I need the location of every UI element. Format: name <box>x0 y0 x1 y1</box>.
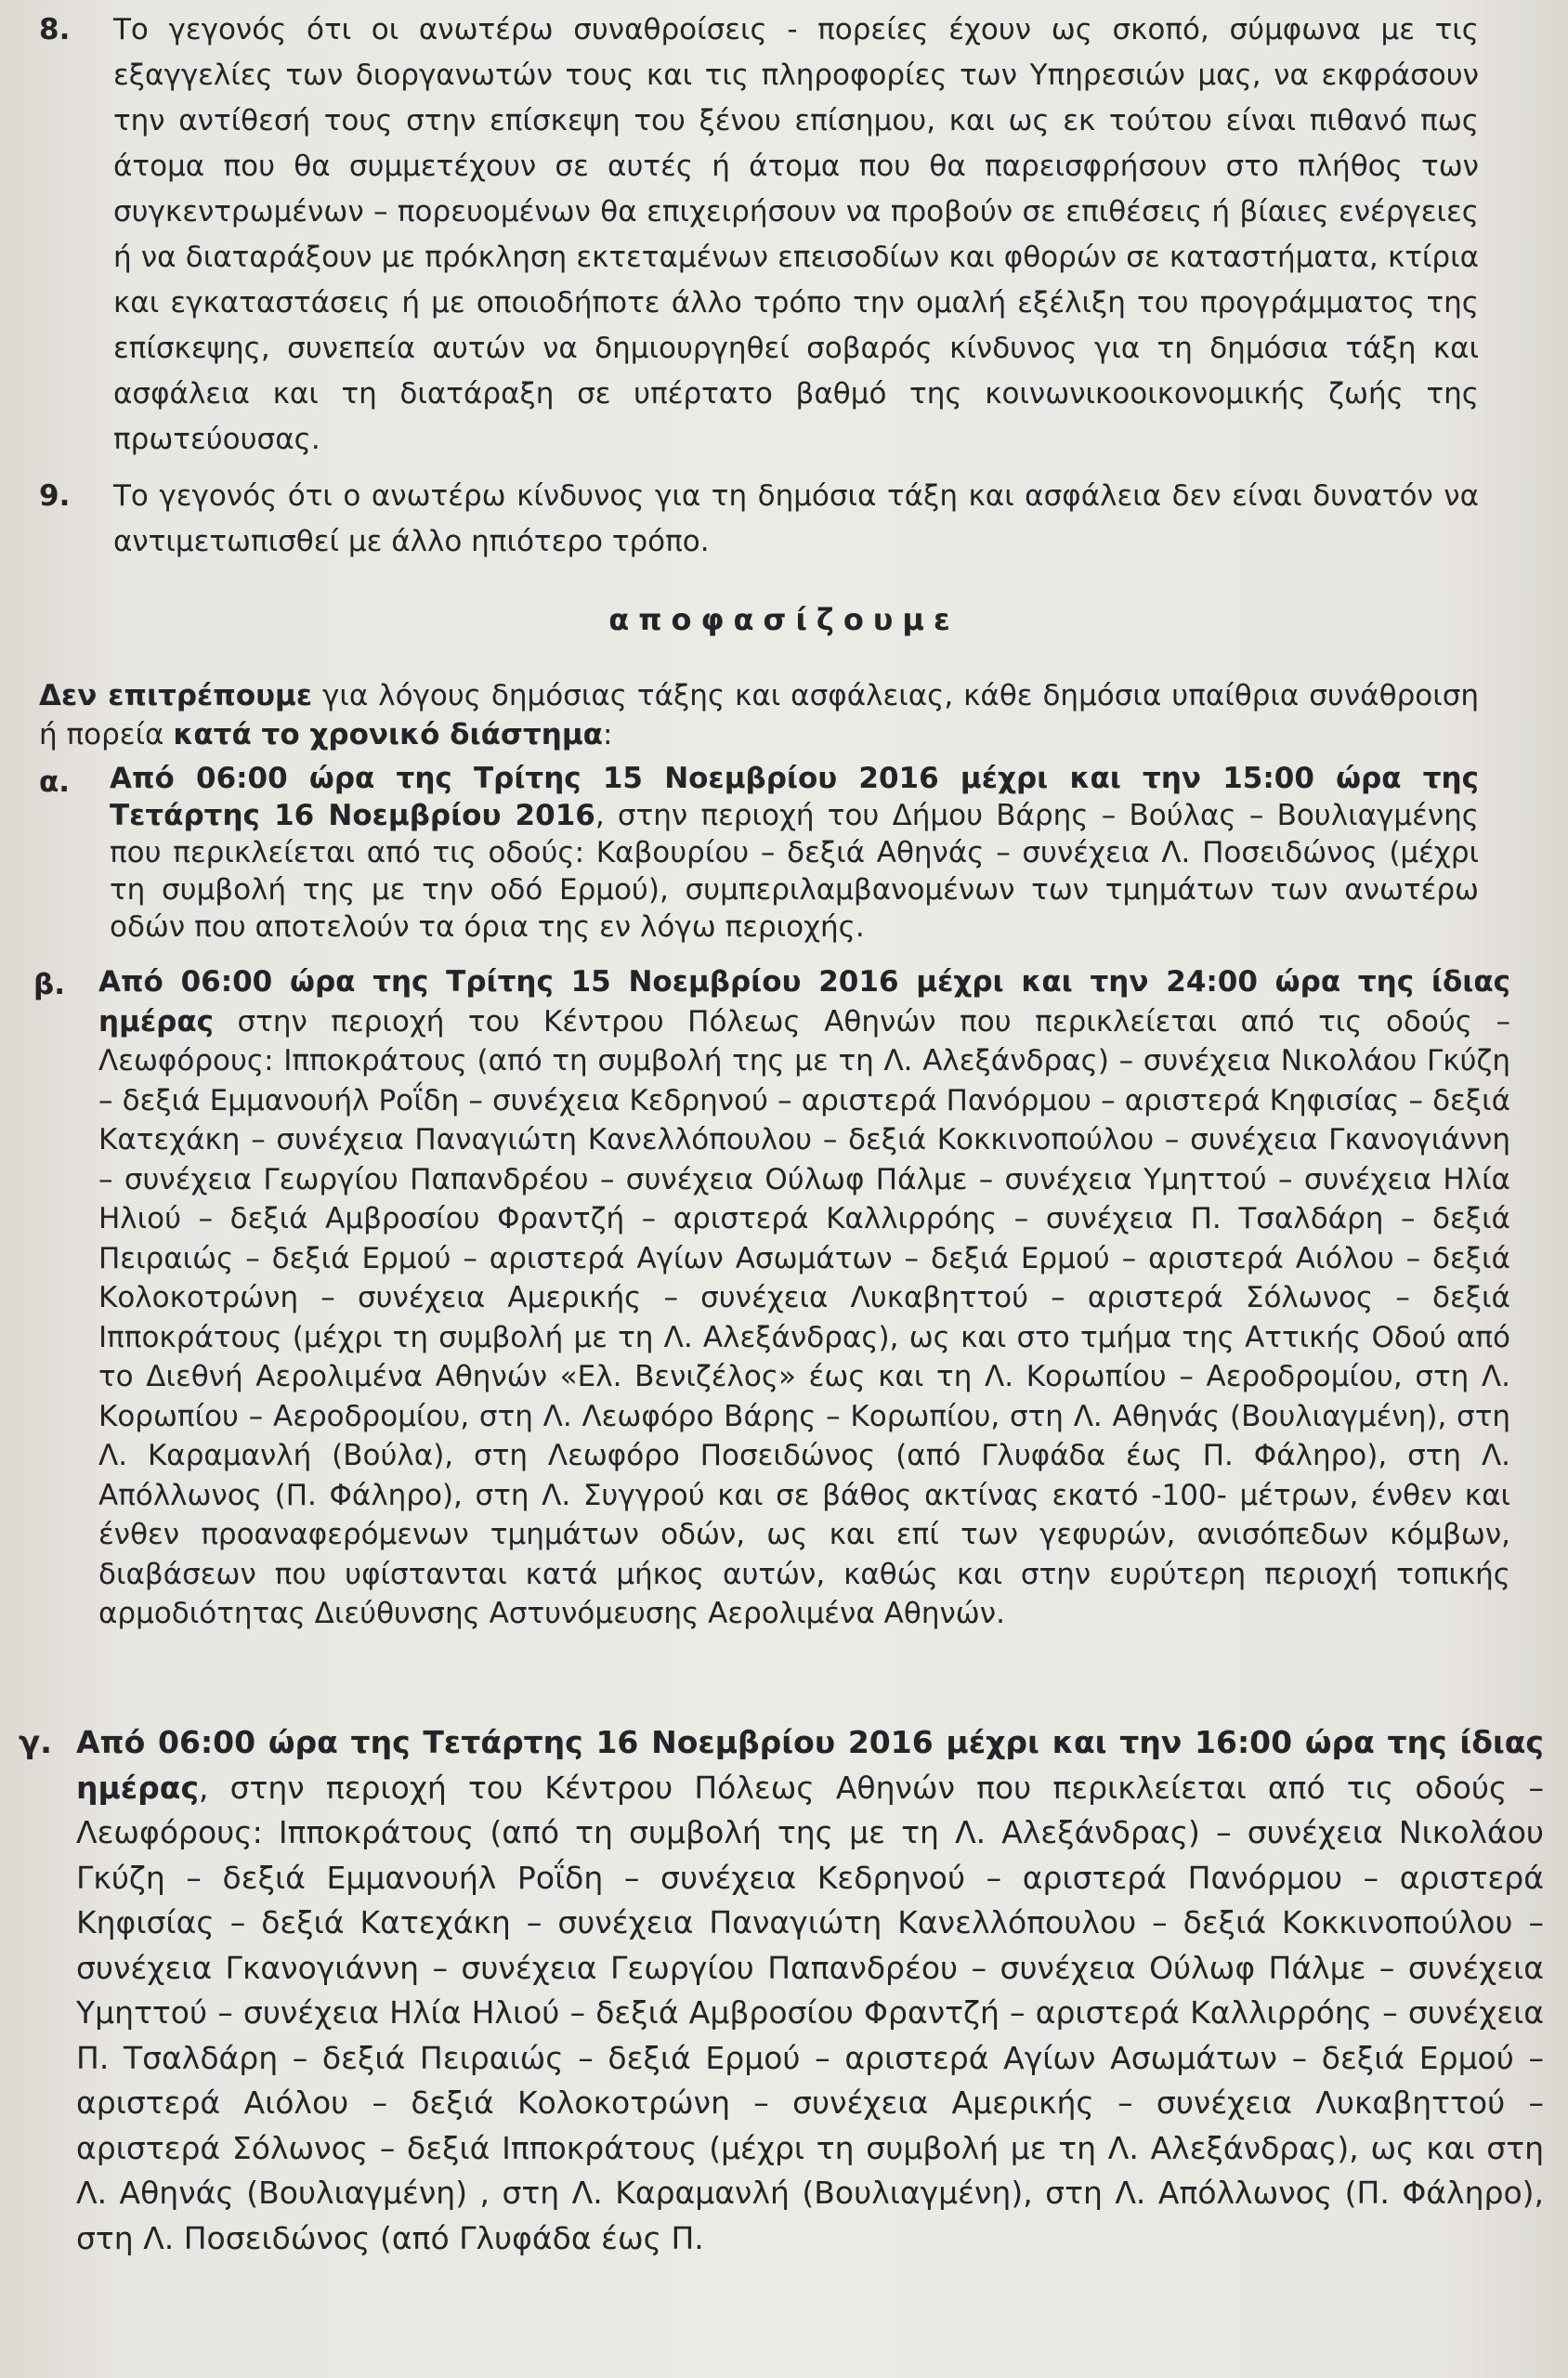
item-c-label: γ. <box>19 1724 53 1761</box>
item-a-bold: Από 06:00 ώρα της Τρίτης 15 Νοεμβρίου 2016 μέχρι και την 15:00 ώρα της Τετάρτης 16 Νοεμβρίου 2016 <box>110 762 1479 832</box>
intro-bold-lead: Δεν επιτρέπουμε <box>39 679 313 712</box>
section-9-text: Το γεγονός ότι ο ανωτέρω κίνδυνος για τη δημόσια τάξη και ασφάλεια δεν είναι δυνατόν να αντιμετωπισθεί με άλλο ηπιότερο τρόπο. <box>113 479 1479 558</box>
item-b-label: β. <box>33 968 65 1001</box>
item-c-body: , στην περιοχή του Κέντρου Πόλεως Αθηνών που περικλείεται από τις οδούς – Λεωφόρους: Ιπποκράτους (από τη συμβολή της με τη Λ. Αλεξάνδρας) – συνέχεια Νικολάου Γκύζη – δεξιά Εμμανουήλ Ροΐδη – συνέχεια Κεδρηνού – αριστερά Πανόρμου – αριστερά Κηφισίας – δεξιά Κατεχάκη – συνέχεια Παναγιώτη Κανελλόπουλου – δεξιά Κοκκινοπούλου – συνέχεια Γκανογιάννη – συνέχεια Γεωργίου Παπανδρέου – συνέχεια Ούλωφ Πάλμε – συνέχεια Υμηττού – συνέχεια Ηλία Ηλιού – δεξιά Αμβροσίου Φραντζή – αριστερά Καλλιρρόης – συνέχεια Π. Τσαλδάρη – δεξιά Πειραιώς – δεξιά Ερμού – αριστερά Αγίων Ασωμάτων – δεξιά Ερμού – αριστερά Αιόλου – δεξιά Κολοκοτρώνη – συνέχεια Αμερικής – συνέχεια Λυκαβηττού – αριστερά Σόλωνος – δεξιά Ιπποκράτους (μέχρι τη συμβολή με τη Λ. Αλεξάνδρας), ως και στη Λ. Αθηνάς (Βουλιαγμένη) , στη Λ. Καραμανλή (Βουλιαγμένη), στη Λ. Απόλλωνος (Π. Φάληρο), στη Λ. Ποσειδώνος (από Γλυφάδα έως Π. <box>76 1769 1544 2256</box>
item-a-label: α. <box>39 765 71 799</box>
item-b-bold: Από 06:00 ώρα της Τρίτης 15 Νοεμβρίου 2016 μέχρι και την 24:00 ώρα της ίδιας ημέρας <box>98 965 1510 1039</box>
item-b-body: στην περιοχή του Κέντρου Πόλεως Αθηνών που περικλείεται από τις οδούς – Λεωφόρους: Ιπποκράτους (από τη συμβολή της με τη Λ. Αλεξάνδρας) – συνέχεια Νικολάου Γκύζη – δεξιά Εμμανουήλ Ροΐδη – συνέχεια Κεδρηνού – αριστερά Πανόρμου – αριστερά Κηφισίας – δεξιά Κατεχάκη – συνέχεια Παναγιώτη Κανελλόπουλου – δεξιά Κοκκινοπούλου – συνέχεια Γκανογιάννη – συνέχεια Γεωργίου Παπανδρέου – συνέχεια Ούλωφ Πάλμε – συνέχεια Υμηττού – συνέχεια Ηλία Ηλιού – δεξιά Αμβροσίου Φραντζή – αριστερά Καλλιρρόης – συνέχεια Π. Τσαλδάρη – δεξιά Πειραιώς – δεξιά Ερμού – αριστερά Αγίων Ασωμάτων – δεξιά Ερμού – αριστερά Αιόλου – δεξιά Κολοκοτρώνη – συνέχεια Αμερικής – συνέχεια Λυκαβηττού – αριστερά Σόλωνος – δεξιά Ιπποκράτους (μέχρι τη συμβολή με τη Λ. Αλεξάνδρας), ως και στο τμήμα της Αττικής Οδού από το Διεθνή Αερολιμένα Αθηνών «Ελ. Βενιζέλος» έως και τη Λ. Κορωπίου – Αεροδρομίου, στη Λ. Κορωπίου – Αεροδρομίου, στη Λ. Λεωφόρο Βάρης – Κορωπίου, στη Λ. Αθηνάς (Βουλιαγμένη), στη Λ. Καραμανλή (Βούλα), στη Λεωφόρο Ποσειδώνος (από Γλυφάδα έως Π. Φάληρο), στη Λ. Απόλλωνος (Π. Φάληρο), στη Λ. Συγγρού και σε βάθος ακτίνας εκατό -100- μέτρων, ένθεν και ένθεν προαναφερόμενων τμημάτων οδών, ως και επί των γεφυρών, ανισόπεδων κόμβων, διαβάσεων που υφίστανται κατά μήκος αυτών, καθώς και στην ευρύτερη περιοχή τοπικής αρμοδιότητας Διεύθυνσης Αστυνόμευσης Αερολιμένα Αθηνών. <box>98 1004 1510 1630</box>
section-9-number: 9. <box>39 479 71 513</box>
decision-title: αποφασίζουμε <box>608 602 960 637</box>
decision-intro <box>39 676 1479 754</box>
intro-text-end: : <box>602 718 613 751</box>
item-a-text <box>110 760 1479 946</box>
item-c-bold: Από 06:00 ώρα της Τετάρτης 16 Νοεμβρίου 2016 μέχρι και την 16:00 ώρα της ίδιας ημέρας <box>76 1724 1544 1806</box>
item-a-body: , στην περιοχή του Δήμου Βάρης – Βούλας – Βουλιαγμένης που περικλείεται από τις οδούς: Καβουρίου – δεξιά Αθηνάς – συνέχεια Λ. Ποσειδώνος (μέχρι τη συμβολή της με την οδό Ερμού), συμπεριλαμβανομένων των τμημάτων των ανωτέρω οδών που αποτελούν τα όρια της εν λόγω περιοχής. <box>110 799 1480 944</box>
item-c-text <box>76 1720 1544 2261</box>
section-8-text: Το γεγονός ότι οι ανωτέρω συναθροίσεις - πορείες έχουν ως σκοπό, σύμφωνα με τις εξαγγελίες των διοργανωτών τους και τις πληροφορίες των Υπηρεσιών μας, να εκφράσουν την αντίθεσή τους στην επίσκεψη του ξένου επίσημου, και ως εκ τούτου είναι πιθανό πως άτομα που θα συμμετέχουν σε αυτές ή άτομα που θα παρεισφρήσουν στο πλήθος των συγκεντρωμένων – πορευομένων θα επιχειρήσουν να προβούν σε επιθέσεις ή βίαιες ενέργειες ή να διαταράξουν με πρόκληση εκτεταμένων επεισοδίων και φθορών σε καταστήματα, κτίρια και εγκαταστάσεις ή με οποιοδήποτε άλλο τρόπο την ομαλή εξέλιξη του προγράμματος της επίσκεψης, συνεπεία αυτών να δημιουργηθεί σοβαρός κίνδυνος για τη δημόσια τάξη και ασφάλεια και τη διατάραξη σε υπέρτατο βαθμό της κοινωνικοοικονομικής ζωής της πρωτεύουσας. <box>113 13 1479 456</box>
intro-text-mid: για λόγους δημόσιας τάξης και ασφάλειας, κάθε δημόσια υπαίθρια συνάθροιση ή πορεία <box>39 679 1480 751</box>
intro-bold-tail: κατά το χρονικό διάστημα <box>173 718 603 751</box>
section-8-number: 8. <box>39 13 71 46</box>
item-b-text <box>98 962 1510 1634</box>
